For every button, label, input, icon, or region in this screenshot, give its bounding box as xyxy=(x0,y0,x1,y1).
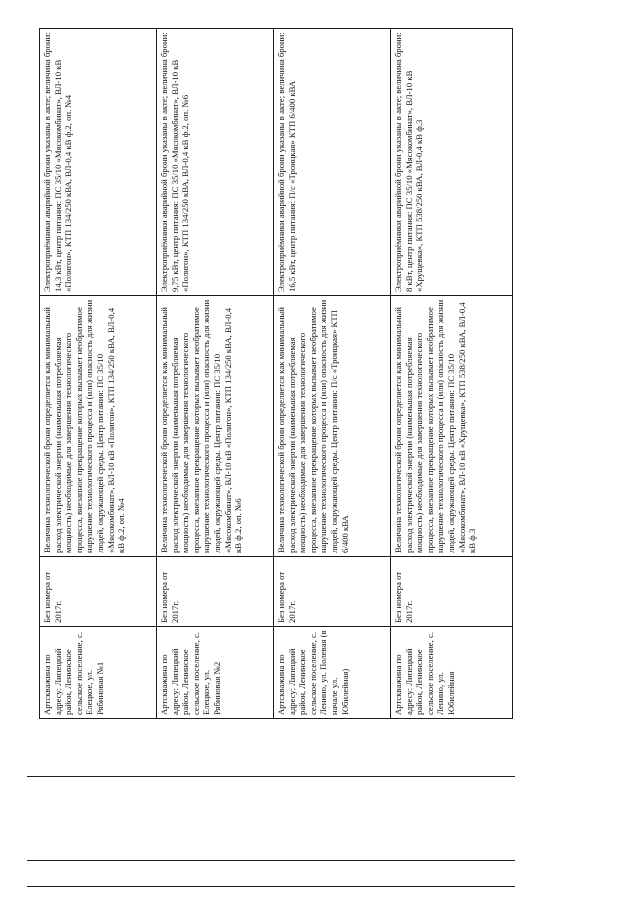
technological-reserve-cell: Величина технологической брони определяется как минимальный расход электрической энергии (наименьшая потребляемая мощность) необходимые для завершения технологического процесса, внезапное прекращение которых вызывает необратимое нарушение технологического процесса и (или) опасность для жизни людей, окружающей среды. Центр питания: ПС 35/10 «Мясокомбинат», ВЛ-10 кВ «Хрущевка», КТП 538/250 кВА, ВЛ-0,4 кВ ф.3 xyxy=(391,296,513,557)
address-cell: Артскважина по адресу: Липецкий район, Ленинское сельское поселение, с. Елецкое, ул. Рябиновая №2 xyxy=(157,627,274,719)
table-row xyxy=(274,29,391,719)
horizontal-rule xyxy=(27,886,515,887)
document-cell: Без номера от 2017г. xyxy=(274,557,391,627)
reserve-table xyxy=(39,28,513,719)
emergency-reserve-cell: Электроприёмники аварийной брони указаны в акте; величина брони: 16,5 кВт, центр питания: П/с «Троицкая» КТП 6/400 кВА xyxy=(274,29,391,296)
emergency-reserve-cell: Электроприёмники аварийной брони указаны в акте; величина брони: 8 кВт, центр питания: ПС 35/10 «Мясокомбинат», ВЛ-10 кВ «Хрущевка», КТП 538/250 кВА, ВЛ-0,4 кВ ф.3 xyxy=(391,29,513,296)
table-row xyxy=(391,29,513,719)
address-cell: Артскважина по адресу: Липецкий район, Ленинское сельское поселение, с. Ленино, ул. Юбилейная xyxy=(391,627,513,719)
document-cell: Без номера от 2017г. xyxy=(40,557,157,627)
technological-reserve-cell: Величина технологической брони определяется как минимальный расход электрической энергии (наименьшая потребляемая мощность) необходимые для завершения технологического процесса, внезапное прекращение которых вызывает необратимое нарушение технологического процесса и (или) опасность для жизни людей, окружающей среды. Центр питания: П/с «Троицкая» КТП 6/400 кВА xyxy=(274,296,391,557)
table-row xyxy=(40,29,157,719)
technological-reserve-cell: Величина технологической брони определяется как минимальный расход электрической энергии (наименьшая потребляемая мощность) необходимые для завершения технологического процесса, внезапное прекращение которых вызывает необратимое нарушение технологического процесса и (или) опасность для жизни людей, окружающей среды. Центр питания: ПС 35/10 «Мясокомбинат», ВЛ-10 кВ «Полигон», КТП 134/250 кВА, ВЛ-0,4 кВ ф.2, оп. №4 xyxy=(40,296,157,557)
emergency-reserve-cell: Электроприёмники аварийной брони указаны в акте; величина брони: 9,75 кВт, центр питания: ПС 35/10 «Мясокомбинат», ВЛ-10 кВ «Полигон», КТП 134/250 кВА, ВЛ-0,4 кВ ф.2, оп. №6 xyxy=(157,29,274,296)
technological-reserve-cell: Величина технологической брони определяется как минимальный расход электрической энергии (наименьшая потребляемая мощность) необходимые для завершения технологического процесса, внезапное прекращение которых вызывает необратимое нарушение технологического процесса и (или) опасность для жизни людей, окружающей среды. Центр питания: ПС 35/10 «Мясокомбинат», ВЛ-10 кВ «Полигон», КТП 134/250 кВА, ВЛ-0,4 кВ ф.2, оп. №6 xyxy=(157,296,274,557)
address-cell: Артскважина по адресу: Липецкий район, Ленинское сельское поселение, с. Елецкое, ул. Рябиновая №1 xyxy=(40,627,157,719)
horizontal-rule xyxy=(27,860,515,861)
horizontal-rule xyxy=(27,776,515,777)
address-cell: Артскважина по адресу: Липецкий район, Ленинское сельское поселение, с. Ленино, ул. Полевая (в начале ул. Юбилейная) xyxy=(274,627,391,719)
document-cell: Без номера от 2017г. xyxy=(157,557,274,627)
table-row xyxy=(157,29,274,719)
document-cell: Без номера от 2017г. xyxy=(391,557,513,627)
emergency-reserve-cell: Электроприёмники аварийной брони указаны в акте; величина брони: 14,3 кВт, центр питания: ПС 35/10 «Мясокомбинат», ВЛ-10 кВ «Полигон», КТП 134/250 кВА, ВЛ-0,4 кВ ф.2, оп. №4 xyxy=(40,29,157,296)
rotated-table-page xyxy=(39,29,512,719)
